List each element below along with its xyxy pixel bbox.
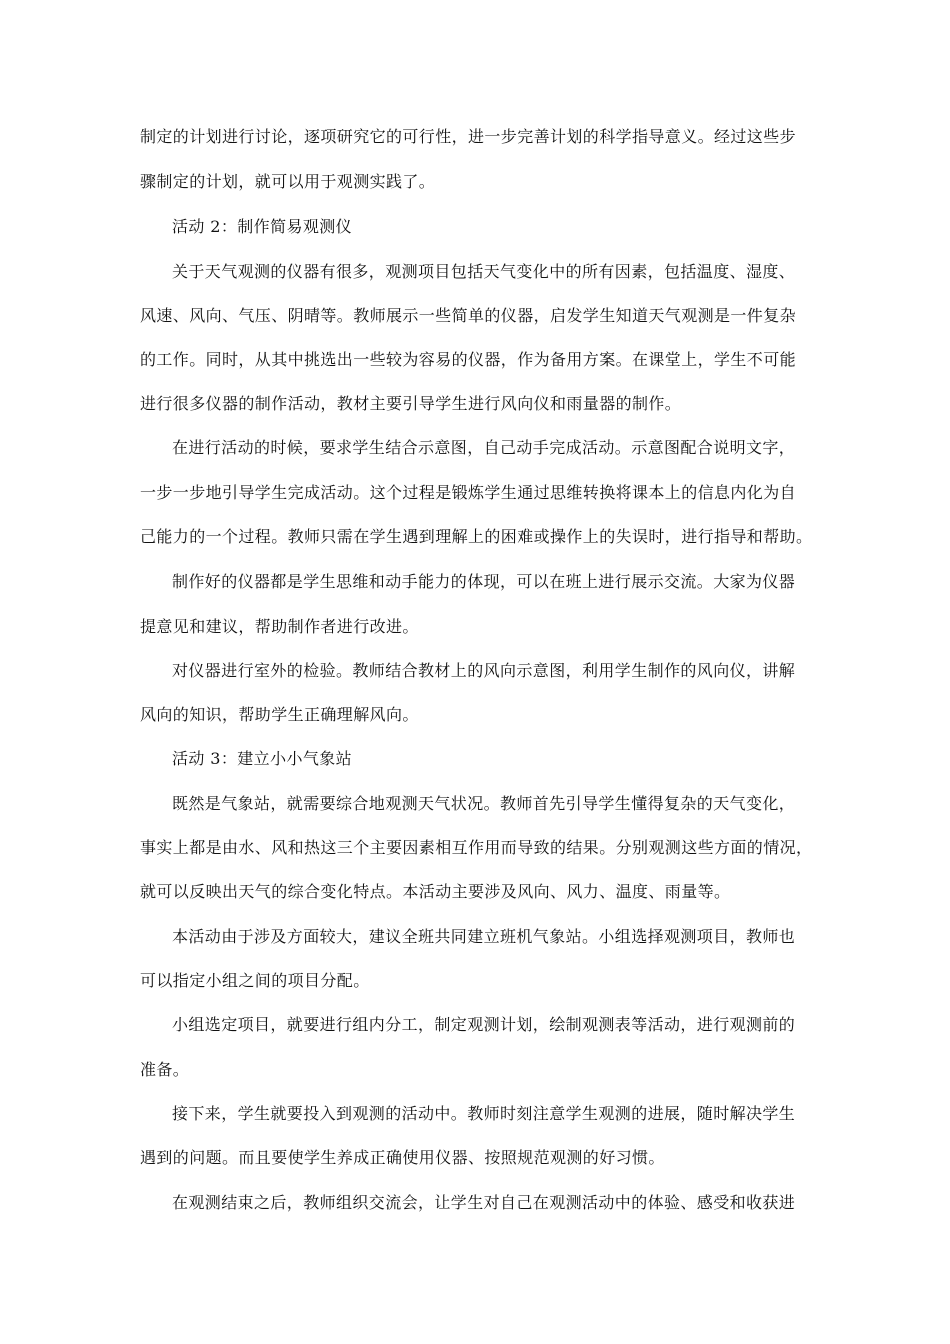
text-line: 制定的计划进行讨论，逐项研究它的可行性，进一步完善计划的科学指导意义。经过这些步 xyxy=(140,127,797,146)
text-line: 的工作。同时，从其中挑选出一些较为容易的仪器，作为备用方案。在课堂上，学生不可能 xyxy=(140,350,797,369)
text-line: 本活动由于涉及方面较大，建议全班共同建立班机气象站。小组选择观测项目，教师也 xyxy=(172,927,796,946)
text-line: 在观测结束之后，教师组织交流会，让学生对自己在观测活动中的体验、感受和收获进 xyxy=(172,1193,796,1212)
text-line: 制作好的仪器都是学生思维和动手能力的体现，可以在班上进行展示交流。大家为仪器 xyxy=(172,572,796,591)
text-line: 己能力的一个过程。教师只需在学生遇到理解上的困难或操作上的失误时，进行指导和帮助。 xyxy=(140,527,813,546)
text-line: 在进行活动的时候，要求学生结合示意图，自己动手完成活动。示意图配合说明文字， xyxy=(172,438,796,457)
heading-line: 活动 3：建立小小气象站 xyxy=(172,749,353,768)
text-line: 进行很多仪器的制作活动，教材主要引导学生进行风向仪和雨量器的制作。 xyxy=(140,394,682,413)
text-line: 事实上都是由水、风和热这三个主要因素相互作用而导致的结果。分别观测这些方面的情况， xyxy=(140,838,813,857)
text-line: 风速、风向、气压、阴晴等。教师展示一些简单的仪器，启发学生知道天气观测是一件复杂 xyxy=(140,306,797,325)
heading-line: 活动 2：制作简易观测仪 xyxy=(172,217,353,236)
text-line: 一步一步地引导学生完成活动。这个过程是锻炼学生通过思维转换将课本上的信息内化为自 xyxy=(140,483,797,502)
text-line: 可以指定小组之间的项目分配。 xyxy=(140,971,370,990)
text-line: 既然是气象站，就需要综合地观测天气状况。教师首先引导学生懂得复杂的天气变化， xyxy=(172,794,796,813)
text-line: 遇到的问题。而且要使学生养成正确使用仪器、按照规范观测的好习惯。 xyxy=(140,1148,665,1167)
text-line: 准备。 xyxy=(140,1060,190,1079)
text-line: 小组选定项目，就要进行组内分工，制定观测计划，绘制观测表等活动，进行观测前的 xyxy=(172,1015,796,1034)
text-line: 骤制定的计划，就可以用于观测实践了。 xyxy=(140,172,436,191)
text-line: 就可以反映出天气的综合变化特点。本活动主要涉及风向、风力、温度、雨量等。 xyxy=(140,882,731,901)
text-line: 关于天气观测的仪器有很多，观测项目包括天气变化中的所有因素，包括温度、湿度、 xyxy=(172,262,796,281)
text-line: 对仪器进行室外的检验。教师结合教材上的风向示意图，利用学生制作的风向仪，讲解 xyxy=(172,661,796,680)
text-line: 风向的知识，帮助学生正确理解风向。 xyxy=(140,705,419,724)
text-line: 接下来，学生就要投入到观测的活动中。教师时刻注意学生观测的进展，随时解决学生 xyxy=(172,1104,796,1123)
text-line: 提意见和建议，帮助制作者进行改进。 xyxy=(140,617,419,636)
